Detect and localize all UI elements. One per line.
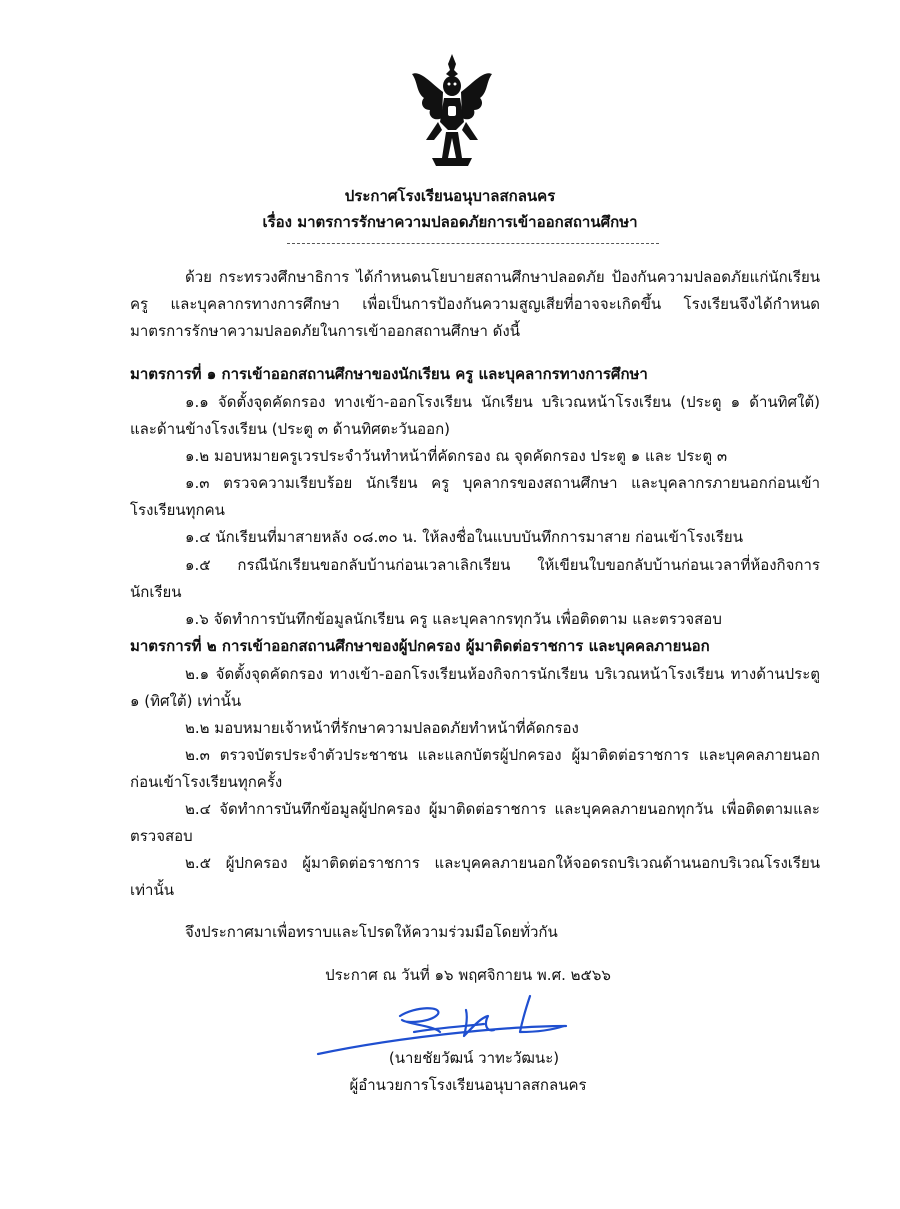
measure-2-item-2: ๒.๒ มอบหมายเจ้าหน้าที่รักษาความปลอดภัยทำหน้าที่คัดกรอง xyxy=(185,719,579,737)
measure-2-item-3: ๒.๓ ตรวจบัตรประจำตัวประชาชน และแลกบัตรผู้ปกครอง ผู้มาติดต่อราชการ และบุคคลภายนอกก่อนเข้าโรงเรียนทุกครั้ง xyxy=(130,746,820,791)
intro-paragraph: ด้วย กระทรวงศึกษาธิการ ได้กำหนดนโยบายสถานศึกษาปลอดภัย ป้องกันความปลอดภัยแก่นักเรียน ครู และบุคลากรทางการศึกษา เพื่อเป็นการป้องกันความสูญเสียที่อาจจะเกิดขึ้น โรงเรียนจึงได้กำหนดมาตรการรักษาความปลอดภัยในการเข้าออกสถานศึกษา ดังนี้ xyxy=(130,268,820,340)
closing-statement: จึงประกาศมาเพื่อทราบและโปรดให้ความร่วมมือโดยทั่วกัน xyxy=(185,923,558,941)
garuda-emblem-icon xyxy=(410,52,494,170)
measure-1-item-1: ๑.๑ จัดตั้งจุดคัดกรอง ทางเข้า-ออกโรงเรียน นักเรียน บริเวณหน้าโรงเรียน (ประตู ๑ ด้านทิศใต้) และด้านข้างโรงเรียน (ประตู ๓ ด้านทิศตะวันออก) xyxy=(130,393,820,438)
measure-1-heading: มาตรการที่ ๑ การเข้าออกสถานศึกษาของนักเรียน ครู และบุคลากรทางการศึกษา xyxy=(130,365,648,383)
signer-name: (นายชัยวัฒน์ วาทะวัฒนะ) xyxy=(388,1049,560,1067)
measure-2-item-5: ๒.๕ ผู้ปกครอง ผู้มาติดต่อราชการ และบุคคลภายนอกให้จอดรถบริเวณด้านนอกบริเวณโรงเรียนเท่านั้น xyxy=(130,854,820,899)
measure-2-heading: มาตรการที่ ๒ การเข้าออกสถานศึกษาของผู้ปกครอง ผู้มาติดต่อราชการ และบุคคลภายนอก xyxy=(130,637,710,655)
measure-1-item-6: ๑.๖ จัดทำการบันทึกข้อมูลนักเรียน ครู และบุคลากรทุกวัน เพื่อติดตาม และตรวจสอบ xyxy=(185,610,722,628)
announcement-subject: เรื่อง มาตรการรักษาความปลอดภัยการเข้าออกสถานศึกษา xyxy=(262,213,638,231)
divider xyxy=(287,243,659,244)
measure-1-item-5: ๑.๕ กรณีนักเรียนขอกลับบ้านก่อนเวลาเลิกเรียน ให้เขียนใบขอกลับบ้านก่อนเวลาที่ห้องกิจการนักเรียน xyxy=(130,556,820,601)
measure-1-item-4: ๑.๔ นักเรียนที่มาสายหลัง ๐๘.๓๐ น. ให้ลงชื่อในแบบบันทึกการมาสาย ก่อนเข้าโรงเรียน xyxy=(185,528,743,546)
announcement-title: ประกาศโรงเรียนอนุบาลสกลนคร xyxy=(344,187,556,205)
measure-1-item-2: ๑.๒ มอบหมายครูเวรประจำวันทำหน้าที่คัดกรอง ณ จุดคัดกรอง ประตู ๑ และ ประตู ๓ xyxy=(185,447,728,465)
measure-1-item-3: ๑.๓ ตรวจความเรียบร้อย นักเรียน ครู บุคลากรของสถานศึกษา และบุคลากรภายนอกก่อนเข้าโรงเรียนทุกคน xyxy=(130,474,820,519)
measure-2-item-4: ๒.๔ จัดทำการบันทึกข้อมูลผู้ปกครอง ผู้มาติดต่อราชการ และบุคคลภายนอกทุกวัน เพื่อติดตามและตรวจสอบ xyxy=(130,800,820,845)
measure-2-item-1: ๒.๑ จัดตั้งจุดคัดกรอง ทางเข้า-ออกโรงเรียนห้องกิจการนักเรียน บริเวณหน้าโรงเรียน ทางด้านประตู ๑ (ทิศใต้) เท่านั้น xyxy=(130,665,820,710)
signer-position: ผู้อำนวยการโรงเรียนอนุบาลสกลนคร xyxy=(349,1076,587,1094)
announcement-date: ประกาศ ณ วันที่ ๑๖ พฤศจิกายน พ.ศ. ๒๕๖๖ xyxy=(325,966,611,984)
